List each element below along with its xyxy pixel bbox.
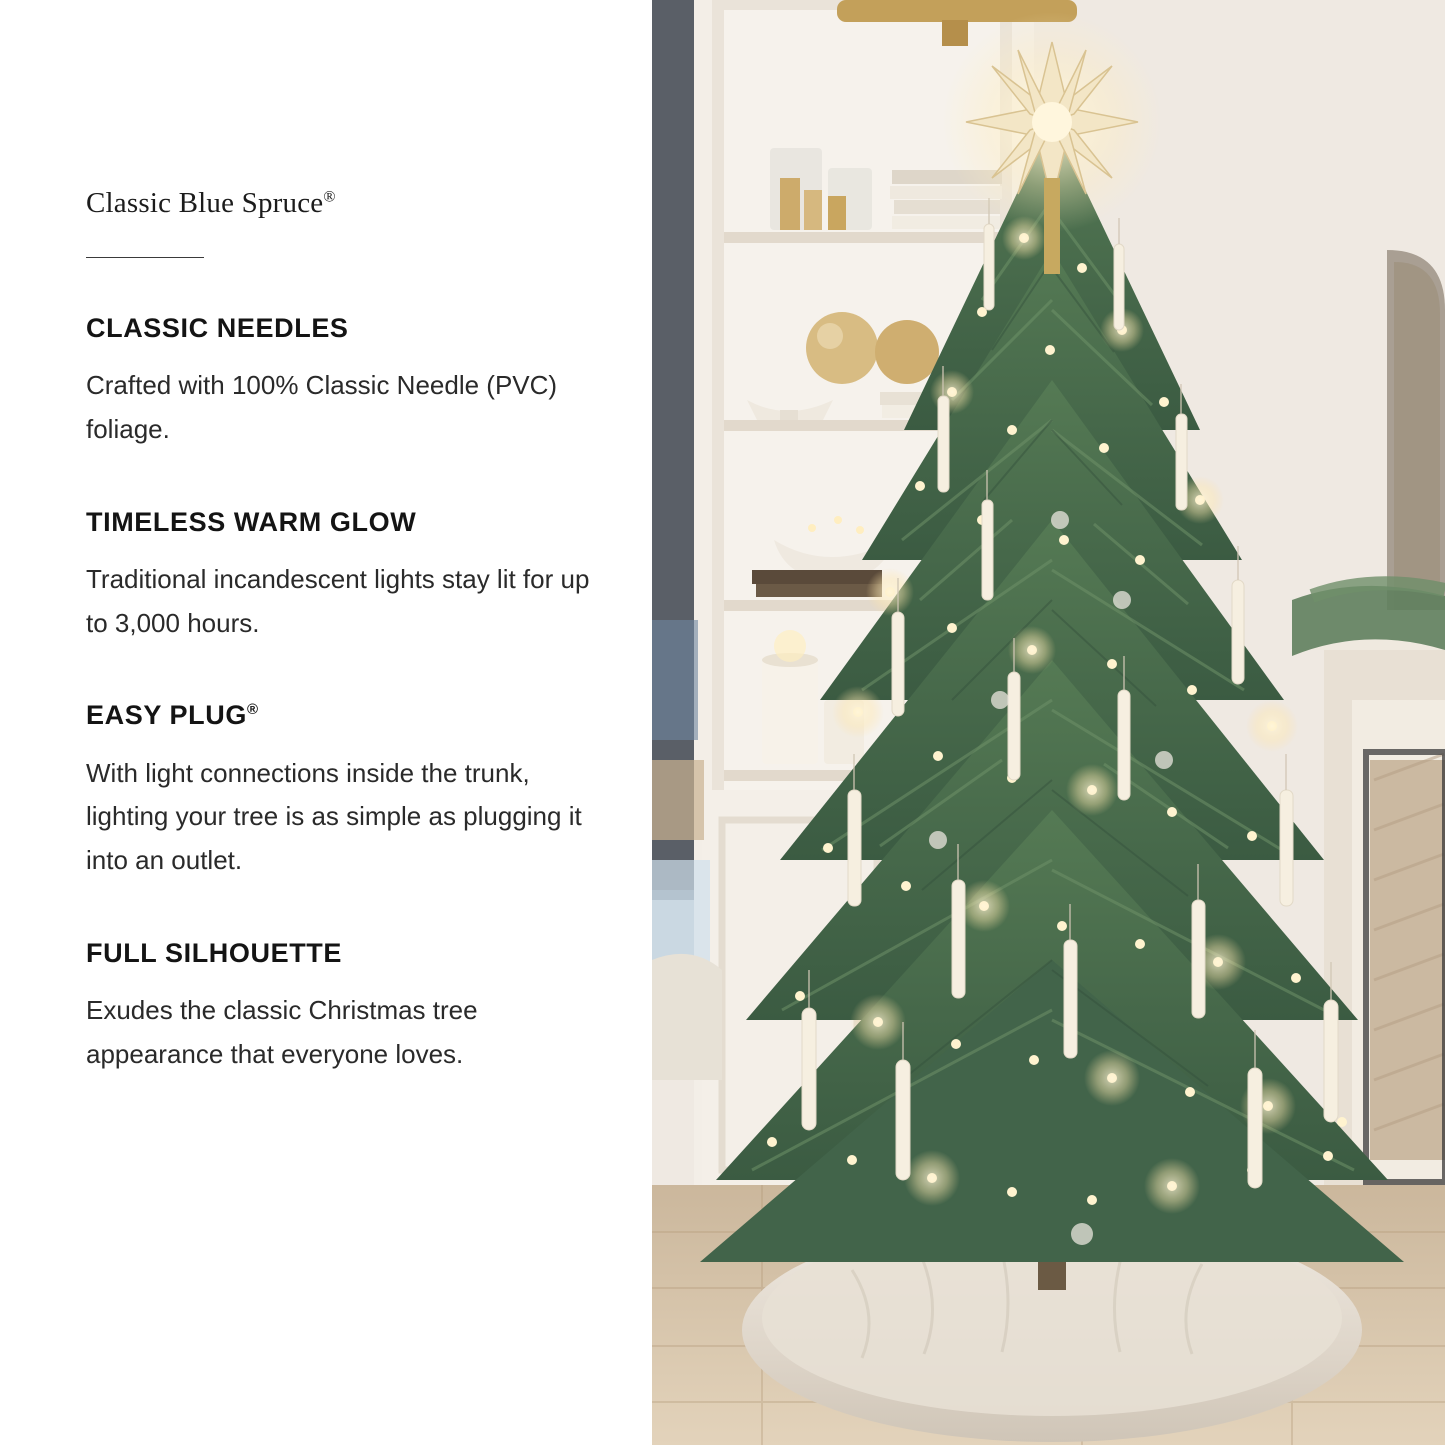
feature-item [86,506,616,646]
feature-heading-text: CLASSIC NEEDLES [86,312,349,343]
pillar-candle [762,660,818,764]
feature-item [86,937,616,1077]
feature-heading-text: FULL SILHOUETTE [86,937,342,968]
title-divider [86,257,204,258]
topper-stem [1044,178,1060,274]
feature-description: Traditional incandescent lights stay lit for up to 3,000 hours. [86,563,590,638]
page-title [86,186,616,221]
feature-heading [86,937,616,969]
features-column [0,0,652,1445]
feature-heading [86,699,616,731]
feature-heading [86,506,616,538]
feature-heading-text: EASY PLUG [86,700,247,731]
gold-ornament [806,312,878,384]
product-title-text: Classic Blue Spruce [86,187,324,219]
feature-description: With light connections inside the trunk, lighting your tree is as simple as plugging it into an outlet. [86,757,582,875]
registered-mark: ® [323,188,336,206]
feature-item [86,312,616,452]
feature-item [86,699,616,882]
feature-description: Crafted with 100% Classic Needle (PVC) foliage. [86,370,558,444]
room-scene-illustration [652,0,1445,1445]
product-photo [652,0,1445,1445]
gold-ornament [875,320,939,384]
feature-heading [86,312,616,344]
feature-heading-text: TIMELESS WARM GLOW [86,506,417,537]
firebox [1370,760,1445,1160]
feature-description: Exudes the classic Christmas tree appearance that everyone loves. [86,995,478,1069]
feature-heading-mark: ® [246,701,259,719]
